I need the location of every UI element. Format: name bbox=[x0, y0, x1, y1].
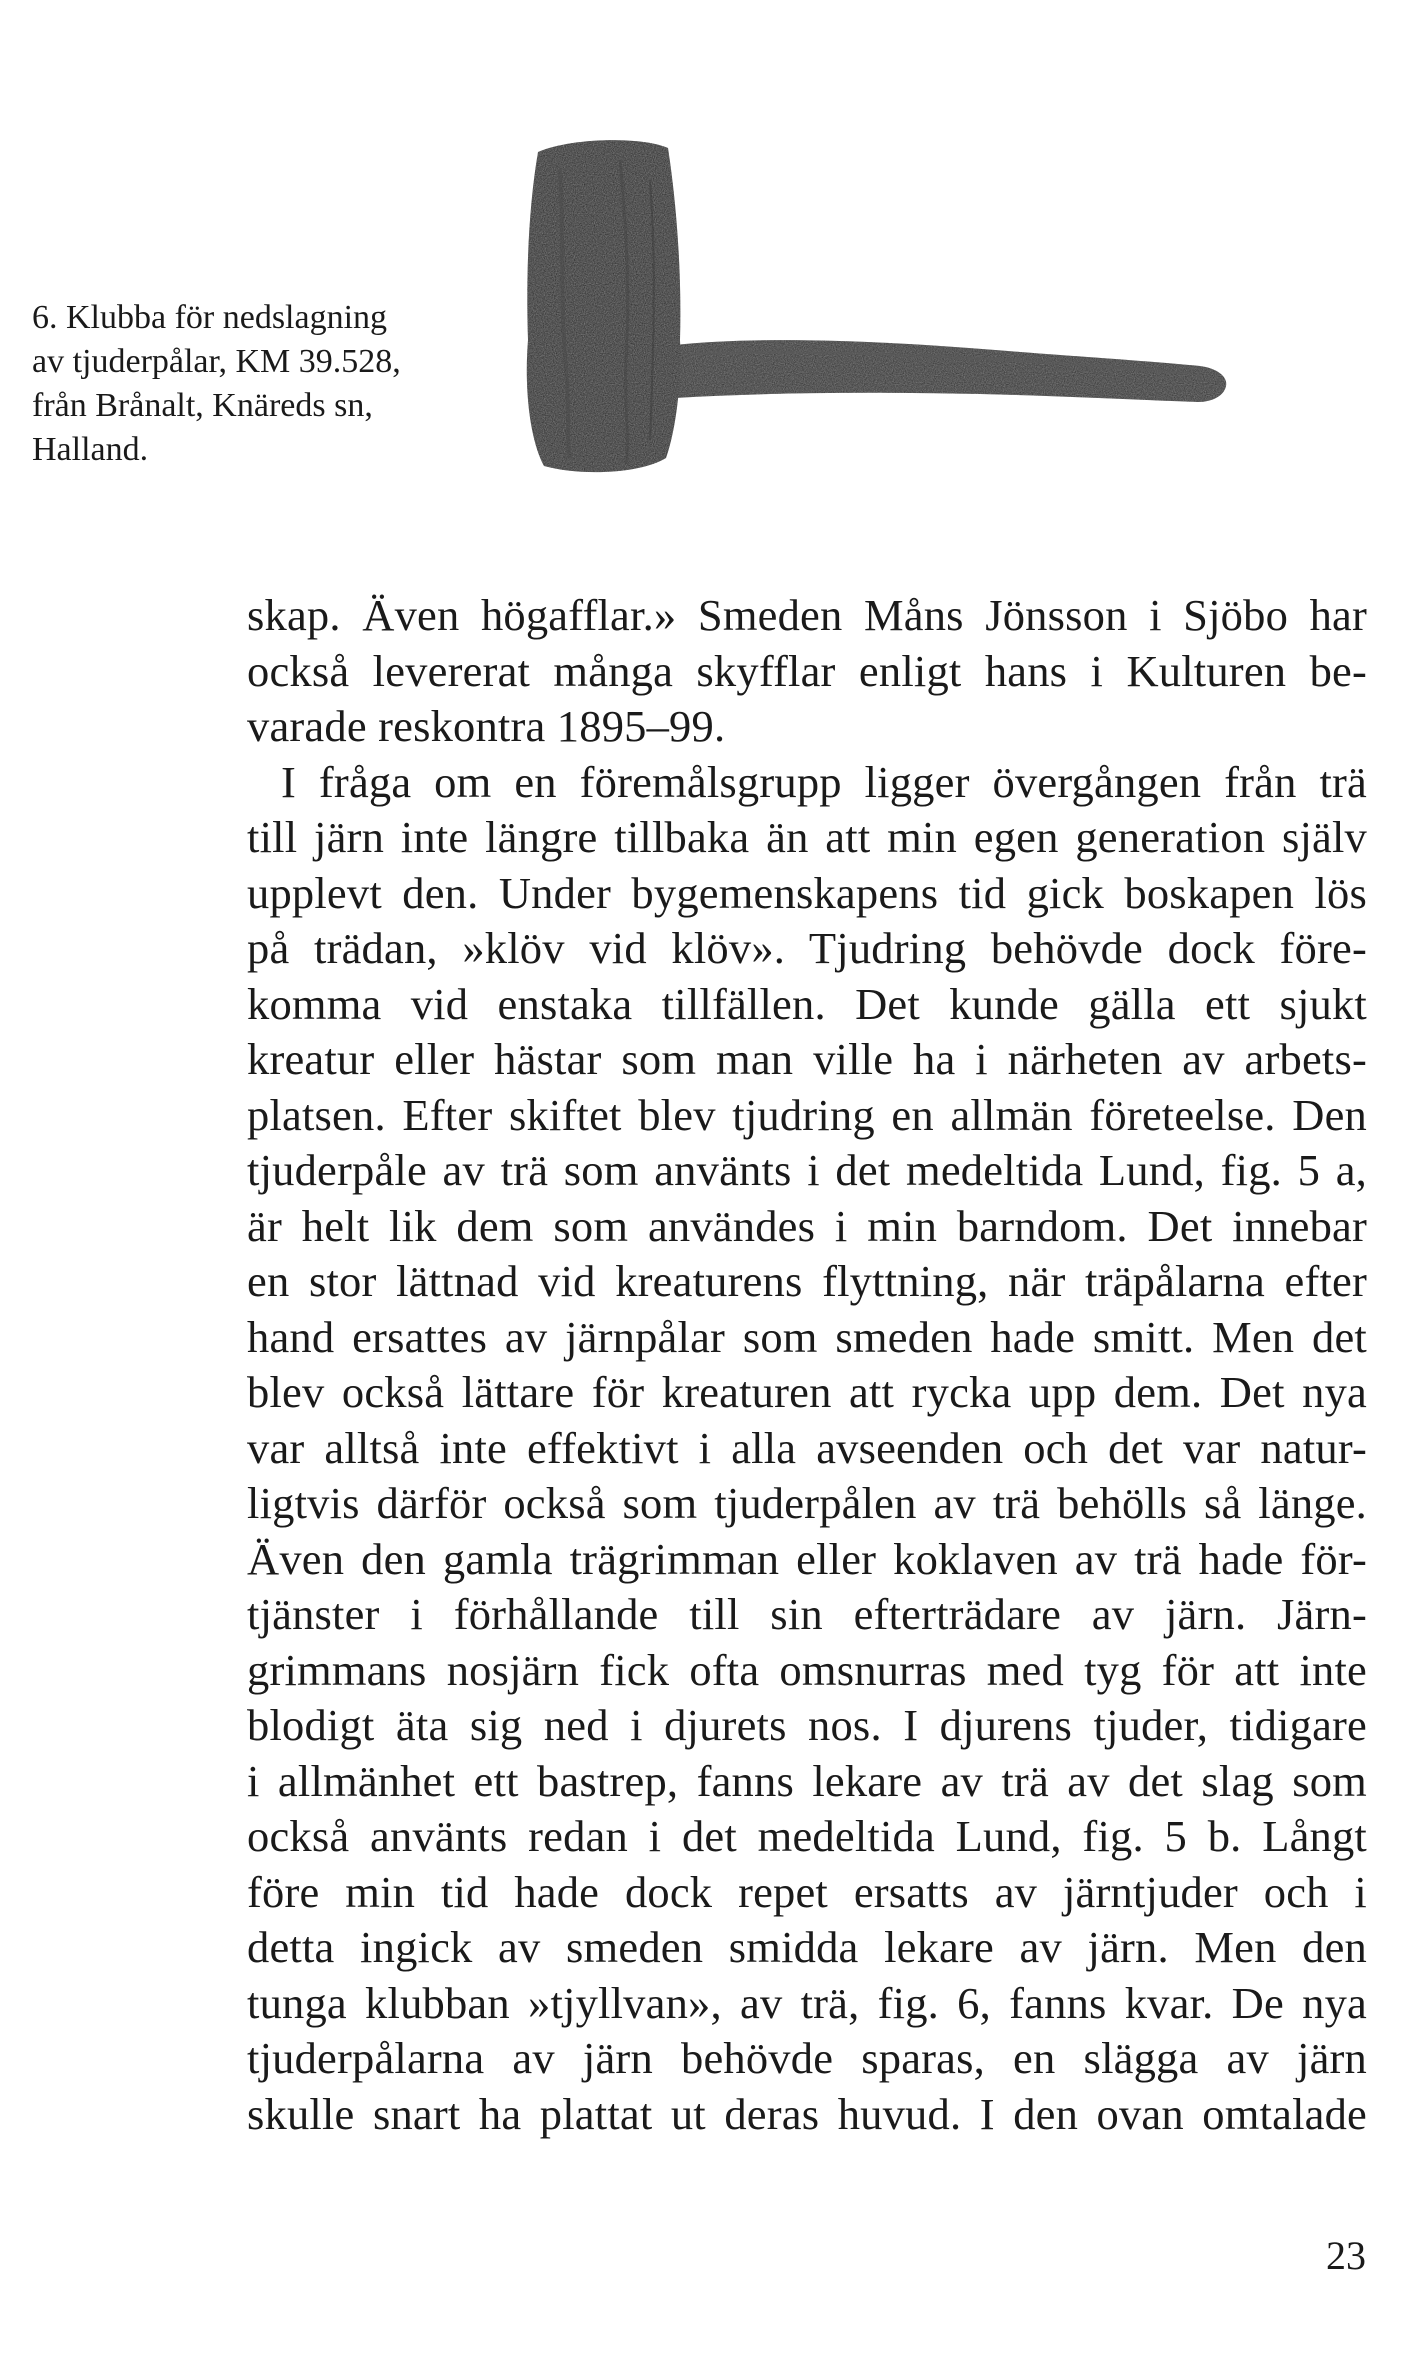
body-line: till järn inte längre tillbaka än att min egen generation själv bbox=[247, 812, 1367, 862]
body-text bbox=[247, 588, 1367, 2142]
body-line: tjänster i förhållande till sin efterträdare av järn. Järn- bbox=[247, 1589, 1367, 1639]
caption-line: 6. Klubba för nedslagning bbox=[32, 299, 388, 336]
body-line: också levererat många skyfflar enligt hans i Kulturen be- bbox=[247, 645, 1367, 696]
caption-line: av tjuderpålar, KM 39.528, bbox=[32, 343, 401, 380]
body-line: tjuderpålarna av järn behövde sparas, en slägga av järn bbox=[247, 2033, 1367, 2083]
body-line: tjuderpåle av trä som använts i det medeltida Lund, fig. 5 a, bbox=[247, 1145, 1367, 1195]
body-line: på trädan, »klöv vid klöv». Tjudring behövde dock före- bbox=[247, 923, 1367, 973]
page-number: 23 bbox=[1326, 2233, 1366, 2278]
body-line: tunga klubban »tjyllvan», av trä, fig. 6, fanns kvar. De nya bbox=[247, 1977, 1367, 2028]
body-line: också använts redan i det medeltida Lund, fig. 5 b. Långt bbox=[247, 1811, 1367, 1861]
body-line: upplevt den. Under bygemenskapens tid gick boskapen lös bbox=[247, 867, 1367, 918]
figure-caption bbox=[32, 296, 512, 472]
body-line: komma vid enstaka tillfällen. Det kunde gälla ett sjukt bbox=[247, 978, 1367, 1029]
body-line: I fråga om en föremålsgrupp ligger övergången från trä bbox=[281, 756, 1367, 807]
body-line: en stor lättnad vid kreaturens flyttning, när träpålarna efter bbox=[247, 1256, 1367, 1306]
mallet-photo-icon bbox=[500, 140, 1360, 500]
body-line: skulle snart ha plattat ut deras huvud. I den ovan omtalade bbox=[247, 2088, 1367, 2139]
body-line: ligtvis därför också som tjuderpålen av trä behölls så länge. bbox=[247, 1478, 1367, 1528]
body-line: är helt lik dem som användes i min barndom. Det innebar bbox=[247, 1200, 1367, 1251]
body-line: kreatur eller hästar som man ville ha i närheten av arbets- bbox=[247, 1034, 1367, 1084]
body-line: skap. Även högafflar.» Smeden Måns Jönsson i Sjöbo har bbox=[247, 590, 1367, 640]
body-line: platsen. Efter skiftet blev tjudring en allmän företeelse. Den bbox=[247, 1089, 1367, 1140]
body-line: blodigt äta sig ned i djurets nos. I djurens tjuder, tidigare bbox=[247, 1700, 1367, 1750]
body-line: grimmans nosjärn fick ofta omsnurras med tyg för att inte bbox=[247, 1644, 1367, 1695]
caption-line: från Brånalt, Knäreds sn, bbox=[32, 387, 373, 424]
mallet-photo bbox=[500, 140, 1360, 500]
body-line: Även den gamla trägrimman eller koklaven av trä hade för- bbox=[247, 1533, 1367, 1584]
body-line: hand ersattes av järnpålar som smeden hade smitt. Men det bbox=[247, 1311, 1367, 1362]
body-line: i allmänhet ett bastrep, fanns lekare av trä av det slag som bbox=[247, 1755, 1367, 1806]
caption-line: Halland. bbox=[32, 431, 149, 468]
body-line: varade reskontra 1895–99. bbox=[247, 701, 726, 751]
body-line: blev också lättare för kreaturen att rycka upp dem. Det nya bbox=[247, 1367, 1367, 1417]
body-line: före min tid hade dock repet ersatts av järntjuder och i bbox=[247, 1866, 1367, 1917]
body-line: var alltså inte effektivt i alla avseenden och det var natur- bbox=[247, 1422, 1367, 1473]
body-line: detta ingick av smeden smidda lekare av järn. Men den bbox=[247, 1922, 1367, 1972]
